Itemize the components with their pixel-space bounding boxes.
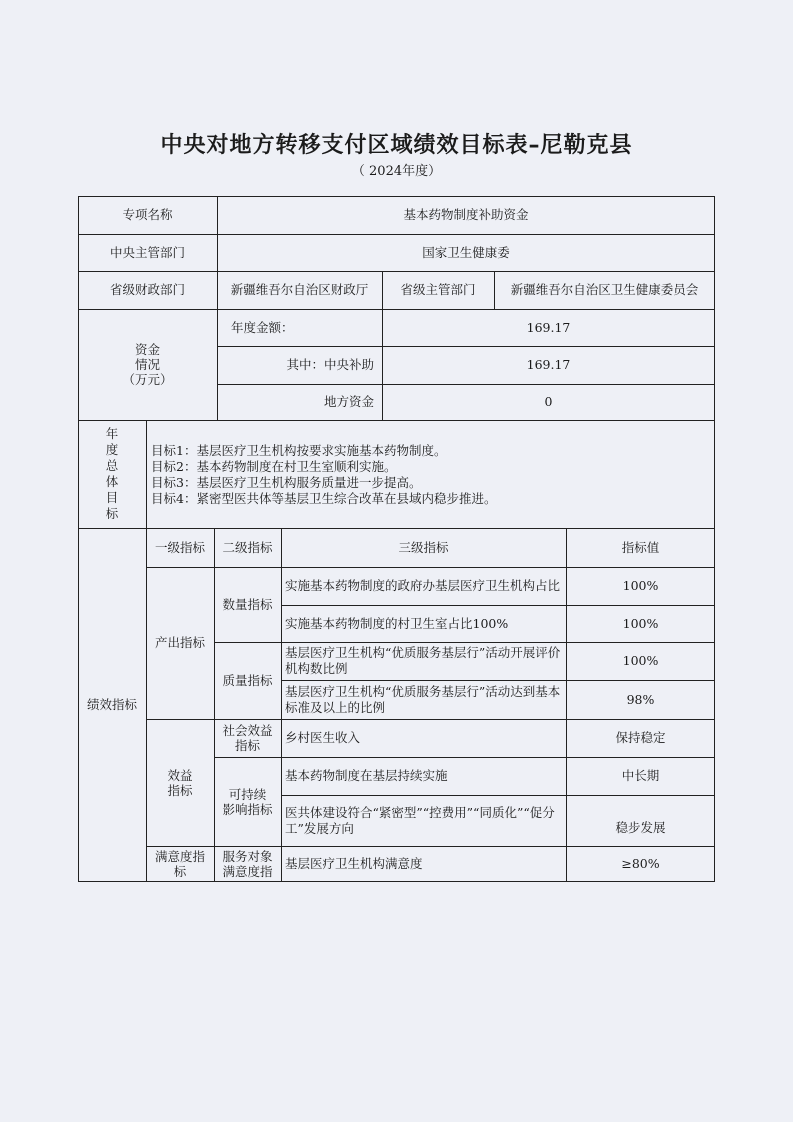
indicator-row-l3: 医共体建设符合“紧密型”“控费用”“同质化”“促分工”发展方向 — [285, 804, 555, 836]
local-funds-label: 地方资金 — [323, 394, 374, 409]
level1-header: 一级指标 — [154, 539, 205, 555]
benefit-indicator-label — [146, 719, 214, 846]
prov-dept-label: 省级主管部门 — [400, 282, 476, 297]
satisfaction-indicator-label — [146, 846, 214, 882]
goal-label-char: 总 — [105, 458, 119, 473]
annual-goals-list — [151, 443, 711, 507]
output-indicator-label: 产出指标 — [154, 635, 205, 650]
benefit-label-line1: 效益 — [167, 767, 193, 783]
satisfaction-label-line2: 标 — [173, 864, 187, 879]
indicator-row-l3: 实施基本药物制度的政府办基层医疗卫生机构占比 — [285, 578, 561, 593]
funds-label-line3: （万元） — [122, 372, 173, 387]
project-name-value: 基本药物制度补助资金 — [403, 207, 529, 222]
benefit-label-line2: 指标 — [167, 782, 193, 798]
goal-label-char: 度 — [105, 442, 119, 457]
sustainability-label — [214, 757, 281, 846]
sustain-label-line2: 影响指标 — [222, 801, 273, 817]
annual-amount-value: 169.17 — [526, 319, 571, 335]
indicator-row-l3: 基层医疗卫生机构满意度 — [285, 856, 423, 871]
goal-item: 目标1：基层医疗卫生机构按要求实施基本药物制度。 — [151, 443, 447, 458]
funds-label-line2: 情况 — [134, 357, 160, 372]
annual-amount-label: 年度金额： — [231, 319, 294, 335]
quality-indicator-label: 质量指标 — [222, 672, 273, 688]
service-satisfaction-label — [214, 846, 281, 882]
annual-goals-label — [78, 420, 146, 528]
goal-label-char: 体 — [105, 474, 119, 489]
document-year: （ 2024年度） — [351, 164, 442, 179]
funds-label — [78, 309, 217, 420]
goal-item: 目标2：基本药物制度在村卫生室顺利实施。 — [151, 459, 397, 474]
indicator-row-value: 稳步发展 — [615, 819, 666, 835]
goal-label-char: 年 — [105, 426, 119, 441]
value-header: 指标值 — [621, 539, 660, 555]
indicator-row-value: 保持稳定 — [615, 730, 666, 745]
indicator-row-value: 100% — [622, 578, 659, 593]
indicator-row-l3: 基层医疗卫生机构“优质服务基层行”活动达到基本标准及以上的比例 — [285, 683, 561, 715]
goal-label-char: 目 — [105, 490, 119, 505]
prov-finance-label: 省级财政部门 — [109, 282, 185, 297]
project-name-label: 专项名称 — [122, 207, 173, 222]
goal-item: 目标3：基层医疗卫生机构服务质量进一步提高。 — [151, 475, 422, 490]
indicator-row-l3: 基层医疗卫生机构“优质服务基层行”活动开展评价机构数比例 — [285, 645, 561, 676]
social-label-line2: 指标 — [234, 738, 260, 753]
sustain-label-line1: 可持续 — [228, 786, 267, 802]
indicator-row-value: 中长期 — [621, 768, 660, 783]
central-dept-label: 中央主管部门 — [109, 244, 185, 260]
central-subsidy-value: 169.17 — [526, 357, 571, 372]
satisfaction-label-line1: 满意度指 — [154, 849, 205, 864]
social-label-line1: 社会效益 — [222, 723, 273, 738]
prov-dept-value: 新疆维吾尔自治区卫生健康委员会 — [510, 282, 699, 297]
performance-label: 绩效指标 — [86, 697, 137, 712]
goal-item: 目标4：紧密型医共体等基层卫生综合改革在县域内稳步推进。 — [151, 491, 497, 506]
funds-label-line1: 资金 — [134, 342, 160, 357]
document-title: 中央对地方转移支付区域绩效目标表–尼勒克县 — [160, 133, 633, 158]
indicator-row-l3: 基本药物制度在基层持续实施 — [285, 768, 448, 783]
prov-finance-value: 新疆维吾尔自治区财政厅 — [230, 282, 369, 297]
quantity-indicator-label: 数量指标 — [222, 596, 273, 612]
indicator-row-value: 100% — [622, 615, 659, 631]
social-benefit-label — [214, 719, 281, 757]
indicator-row-value: ≥80% — [621, 856, 660, 871]
level2-header: 二级指标 — [222, 539, 273, 555]
indicator-row-l3: 实施基本药物制度的村卫生室占比100% — [285, 615, 509, 631]
indicator-row-value: 98% — [626, 691, 655, 707]
indicator-row-l3: 乡村医生收入 — [285, 730, 361, 745]
service-label-line1: 服务对象 — [222, 849, 273, 864]
service-label-line2: 满意度指 — [222, 864, 273, 879]
central-subsidy-label: 其中：中央补助 — [286, 357, 374, 372]
central-dept-value: 国家卫生健康委 — [422, 244, 510, 260]
goal-label-char: 标 — [105, 506, 119, 521]
local-funds-value: 0 — [544, 394, 553, 409]
indicator-row-value: 100% — [622, 653, 659, 668]
level3-header: 三级指标 — [398, 539, 449, 555]
